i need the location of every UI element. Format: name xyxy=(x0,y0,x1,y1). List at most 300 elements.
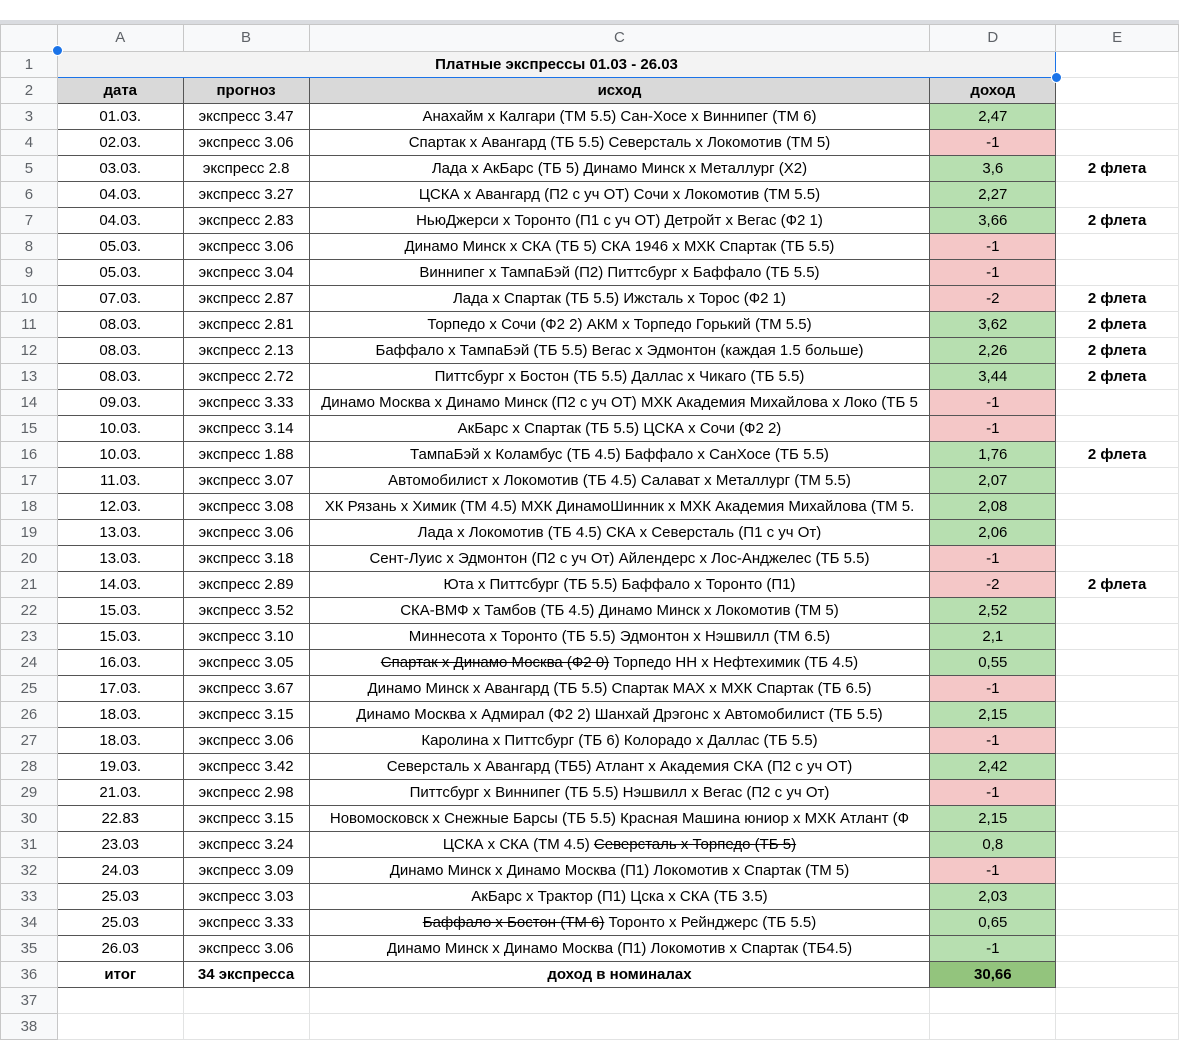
cell-income[interactable]: 2,08 xyxy=(930,494,1056,520)
totals-row xyxy=(1,962,1179,988)
cell-empty[interactable] xyxy=(930,988,1056,1014)
cell-date[interactable]: 19.03. xyxy=(57,754,183,780)
cell-date[interactable]: 23.03 xyxy=(57,832,183,858)
cell-note[interactable]: 2 флета xyxy=(1056,364,1179,390)
cell-income[interactable]: -1 xyxy=(930,260,1056,286)
cell-forecast[interactable]: экспресс 3.42 xyxy=(183,754,309,780)
outcome-segment: ХК Рязань х Химик (ТМ 4.5) МХК ДинамоШинник х МХК Академия Михайлова (ТМ 5. xyxy=(324,498,915,515)
selection-handle-top-left[interactable] xyxy=(52,45,63,56)
column-header-c[interactable]: C xyxy=(309,25,930,52)
outcome-text xyxy=(310,832,930,857)
row-header[interactable]: 13 xyxy=(1,364,58,390)
cell-income[interactable]: 2,07 xyxy=(930,468,1056,494)
cell-outcome[interactable] xyxy=(309,338,930,364)
cell-outcome[interactable] xyxy=(309,910,930,936)
row-header[interactable]: 30 xyxy=(1,806,58,832)
cell-outcome[interactable] xyxy=(309,754,930,780)
cell-forecast[interactable]: экспресс 3.09 xyxy=(183,858,309,884)
row-header[interactable]: 6 xyxy=(1,182,58,208)
cell-empty[interactable] xyxy=(183,988,309,1014)
cell-income[interactable]: -2 xyxy=(930,286,1056,312)
cell-forecast[interactable]: экспресс 3.06 xyxy=(183,130,309,156)
cell-note[interactable] xyxy=(1056,468,1179,494)
table-row xyxy=(1,624,1179,650)
cell-income[interactable]: 0,65 xyxy=(930,910,1056,936)
outcome-segment: Баффало х ТампаБэй (ТБ 5.5) Вегас х Эдмонтон (каждая 1.5 больше) xyxy=(375,342,864,359)
cell-note[interactable] xyxy=(1056,182,1179,208)
cell-date[interactable]: 08.03. xyxy=(57,364,183,390)
cell-forecast[interactable]: экспресс 3.06 xyxy=(183,728,309,754)
header-outcome[interactable]: исход xyxy=(309,78,930,104)
outcome-text xyxy=(310,364,930,389)
table-row xyxy=(1,364,1179,390)
cell-income[interactable]: -1 xyxy=(930,390,1056,416)
cell-income[interactable]: -1 xyxy=(930,728,1056,754)
cell-date[interactable]: 21.03. xyxy=(57,780,183,806)
cell-date[interactable]: 04.03. xyxy=(57,182,183,208)
cell-forecast[interactable]: экспресс 3.33 xyxy=(183,910,309,936)
cell-note[interactable]: 2 флета xyxy=(1056,338,1179,364)
table-row xyxy=(1,520,1179,546)
row-header[interactable]: 22 xyxy=(1,598,58,624)
cell-note[interactable] xyxy=(1056,676,1179,702)
row-header[interactable]: 8 xyxy=(1,234,58,260)
row-header[interactable]: 28 xyxy=(1,754,58,780)
row-header[interactable]: 35 xyxy=(1,936,58,962)
cell-note[interactable] xyxy=(1056,858,1179,884)
cell-forecast[interactable]: экспресс 3.18 xyxy=(183,546,309,572)
table-row xyxy=(1,936,1179,962)
cell-note[interactable] xyxy=(1056,546,1179,572)
cell-outcome[interactable] xyxy=(309,234,930,260)
cell-forecast[interactable]: экспресс 3.05 xyxy=(183,650,309,676)
outcome-segment: Каролина х Питтсбург (ТБ 6) Колорадо х Даллас (ТБ 5.5) xyxy=(421,732,818,749)
cell-forecast[interactable]: экспресс 2.89 xyxy=(183,572,309,598)
cell-forecast[interactable]: экспресс 3.27 xyxy=(183,182,309,208)
table-row xyxy=(1,546,1179,572)
row-header[interactable]: 7 xyxy=(1,208,58,234)
cell-outcome[interactable] xyxy=(309,598,930,624)
cell-forecast[interactable]: экспресс 2.8 xyxy=(183,156,309,182)
cell-date[interactable]: 26.03 xyxy=(57,936,183,962)
cell-date[interactable]: 12.03. xyxy=(57,494,183,520)
cell-outcome[interactable] xyxy=(309,286,930,312)
row-header[interactable]: 36 xyxy=(1,962,58,988)
row-header[interactable]: 1 xyxy=(1,52,58,78)
row-header[interactable]: 5 xyxy=(1,156,58,182)
cell-outcome[interactable] xyxy=(309,572,930,598)
cell-forecast[interactable]: экспресс 3.04 xyxy=(183,260,309,286)
cell-forecast[interactable]: экспресс 2.83 xyxy=(183,208,309,234)
cell-outcome[interactable] xyxy=(309,364,930,390)
cell-income[interactable]: 0,55 xyxy=(930,650,1056,676)
outcome-text xyxy=(310,234,930,259)
cell-note[interactable] xyxy=(1056,884,1179,910)
total-count-cell[interactable]: 34 экспресса xyxy=(183,962,309,988)
cell-note[interactable]: 2 флета xyxy=(1056,572,1179,598)
row-header[interactable]: 23 xyxy=(1,624,58,650)
cell-outcome[interactable] xyxy=(309,104,930,130)
outcome-segment: Динамо Москва х Адмирал (Ф2 2) Шанхай Дрэгонс х Автомобилист (ТБ 5.5) xyxy=(356,706,883,723)
cell-date[interactable]: 05.03. xyxy=(57,260,183,286)
row-header[interactable]: 11 xyxy=(1,312,58,338)
cell-date[interactable]: 10.03. xyxy=(57,416,183,442)
cell-forecast[interactable]: экспресс 2.87 xyxy=(183,286,309,312)
cell-date[interactable]: 18.03. xyxy=(57,702,183,728)
cell-forecast[interactable]: экспресс 3.06 xyxy=(183,234,309,260)
cell-date[interactable]: 15.03. xyxy=(57,598,183,624)
cell-note[interactable] xyxy=(1056,130,1179,156)
cell-note[interactable]: 2 флета xyxy=(1056,312,1179,338)
row-header[interactable]: 16 xyxy=(1,442,58,468)
cell-outcome[interactable] xyxy=(309,858,930,884)
outcome-segment: Новомосковск х Снежные Барсы (ТБ 5.5) Красная Машина юниор х МХК Атлант (Ф xyxy=(329,810,910,827)
row-header[interactable]: 15 xyxy=(1,416,58,442)
row-header[interactable]: 20 xyxy=(1,546,58,572)
cell-income[interactable]: 2,42 xyxy=(930,754,1056,780)
outcome-text xyxy=(310,546,930,571)
outcome-text xyxy=(310,442,930,467)
cell-income[interactable]: 2,15 xyxy=(930,806,1056,832)
cell-forecast[interactable]: экспресс 3.07 xyxy=(183,468,309,494)
row-header[interactable]: 3 xyxy=(1,104,58,130)
cell-empty[interactable] xyxy=(57,1014,183,1040)
cell-outcome[interactable] xyxy=(309,806,930,832)
cell-date[interactable]: 17.03. xyxy=(57,676,183,702)
table-row xyxy=(1,494,1179,520)
row-header[interactable]: 18 xyxy=(1,494,58,520)
cell-date[interactable]: 01.03. xyxy=(57,104,183,130)
cell-forecast[interactable]: экспресс 2.81 xyxy=(183,312,309,338)
outcome-segment: СКА-ВМФ х Тамбов (ТБ 4.5) Динамо Минск х Локомотив (ТМ 5) xyxy=(400,602,839,619)
row-header[interactable]: 24 xyxy=(1,650,58,676)
outcome-segment: Сент-Луис х Эдмонтон (П2 с уч От) Айлендерс х Лос-Анджелес (ТБ 5.5) xyxy=(369,550,870,567)
outcome-segment: Северсталь х Авангард (ТБ5) Атлант х Академия СКА (П2 с уч ОТ) xyxy=(386,758,853,775)
row-header[interactable]: 4 xyxy=(1,130,58,156)
cell-forecast[interactable]: экспресс 3.06 xyxy=(183,520,309,546)
cell-empty[interactable] xyxy=(183,1014,309,1040)
cell-date[interactable]: 03.03. xyxy=(57,156,183,182)
cell-outcome[interactable] xyxy=(309,390,930,416)
cell-date[interactable]: 09.03. xyxy=(57,390,183,416)
header-forecast[interactable]: прогноз xyxy=(183,78,309,104)
column-header-a[interactable]: A xyxy=(57,25,183,52)
outcome-segment: Юта х Питтсбург (ТБ 5.5) Баффало х Торонто (П1) xyxy=(443,576,796,593)
cell-note[interactable] xyxy=(1056,234,1179,260)
cell-date[interactable]: 18.03. xyxy=(57,728,183,754)
cell-forecast[interactable]: экспресс 3.33 xyxy=(183,390,309,416)
row-header[interactable]: 29 xyxy=(1,780,58,806)
outcome-segment: Динамо Минск х Авангард (ТБ 5.5) Спартак МАХ х МХК Спартак (ТБ 6.5) xyxy=(367,680,872,697)
cell-date[interactable]: 13.03. xyxy=(57,546,183,572)
outcome-segment: Торпедо х Сочи (Ф2 2) АКМ х Торпедо Горький (ТМ 5.5) xyxy=(427,316,812,333)
cell-date[interactable]: 05.03. xyxy=(57,234,183,260)
cell-outcome[interactable] xyxy=(309,312,930,338)
total-income-cell[interactable]: 30,66 xyxy=(930,962,1056,988)
column-header-b[interactable]: B xyxy=(183,25,309,52)
cell-empty[interactable] xyxy=(1056,988,1179,1014)
cell-note[interactable] xyxy=(1056,494,1179,520)
cell-income[interactable]: 1,76 xyxy=(930,442,1056,468)
cell-forecast[interactable]: экспресс 3.08 xyxy=(183,494,309,520)
outcome-text xyxy=(310,104,930,129)
outcome-text xyxy=(310,572,930,597)
row-header[interactable]: 19 xyxy=(1,520,58,546)
cell-date[interactable]: 02.03. xyxy=(57,130,183,156)
table-row xyxy=(1,260,1179,286)
outcome-text xyxy=(310,624,930,649)
spreadsheet-grid xyxy=(0,24,1179,1040)
outcome-text xyxy=(310,130,930,155)
cell-note[interactable] xyxy=(1056,728,1179,754)
cell-outcome[interactable] xyxy=(309,442,930,468)
row-header[interactable]: 9 xyxy=(1,260,58,286)
cell-outcome[interactable] xyxy=(309,468,930,494)
cell-date[interactable]: 10.03. xyxy=(57,442,183,468)
outcome-segment: Анахайм х Калгари (ТМ 5.5) Сан-Хосе х Виннипег (ТМ 6) xyxy=(422,108,817,125)
cell-note[interactable] xyxy=(1056,650,1179,676)
table-row xyxy=(1,806,1179,832)
row-header[interactable]: 31 xyxy=(1,832,58,858)
row-header[interactable]: 32 xyxy=(1,858,58,884)
cell-income[interactable]: 3,62 xyxy=(930,312,1056,338)
cell-date[interactable]: 08.03. xyxy=(57,338,183,364)
cell-income[interactable]: 2,15 xyxy=(930,702,1056,728)
outcome-text xyxy=(310,650,930,675)
outcome-text xyxy=(310,416,930,441)
cell-outcome[interactable] xyxy=(309,832,930,858)
table-row xyxy=(1,676,1179,702)
cell-empty[interactable] xyxy=(1056,52,1179,78)
cell-note[interactable]: 2 флета xyxy=(1056,156,1179,182)
outcome-segment: Динамо Минск х СКА (ТБ 5) СКА 1946 х МХК Спартак (ТБ 5.5) xyxy=(404,238,835,255)
cell-income[interactable]: -1 xyxy=(930,858,1056,884)
cell-outcome[interactable] xyxy=(309,546,930,572)
cell-forecast[interactable]: экспресс 2.72 xyxy=(183,364,309,390)
cell-forecast[interactable]: экспресс 3.15 xyxy=(183,702,309,728)
cell-date[interactable]: 13.03. xyxy=(57,520,183,546)
cell-empty[interactable] xyxy=(309,988,930,1014)
cell-date[interactable]: 24.03 xyxy=(57,858,183,884)
cell-note[interactable]: 2 флета xyxy=(1056,286,1179,312)
outcome-struck-segment: Баффало х Бостон (ТМ 6) xyxy=(422,914,605,931)
row-header[interactable]: 21 xyxy=(1,572,58,598)
cell-forecast[interactable]: экспресс 3.47 xyxy=(183,104,309,130)
cell-forecast[interactable]: экспресс 2.98 xyxy=(183,780,309,806)
table-row xyxy=(1,884,1179,910)
outcome-text xyxy=(310,598,930,623)
cell-date[interactable]: 16.03. xyxy=(57,650,183,676)
outcome-text xyxy=(310,884,930,909)
outcome-segment: Автомобилист х Локомотив (ТБ 4.5) Салават х Металлург (ТМ 5.5) xyxy=(388,472,851,489)
cell-income[interactable]: 2,47 xyxy=(930,104,1056,130)
outcome-segment: Лада х Спартак (ТБ 5.5) Ижсталь х Торос (Ф2 1) xyxy=(452,290,787,307)
cell-empty[interactable] xyxy=(930,1014,1056,1040)
cell-note[interactable]: 2 флета xyxy=(1056,442,1179,468)
cell-date[interactable]: 04.03. xyxy=(57,208,183,234)
cell-note[interactable] xyxy=(1056,520,1179,546)
outcome-segment: Спартак х Авангард (ТБ 5.5) Северсталь х Локомотив (ТМ 5) xyxy=(408,134,831,151)
cell-note[interactable] xyxy=(1056,390,1179,416)
cell-date[interactable]: 11.03. xyxy=(57,468,183,494)
cell-income[interactable]: 2,06 xyxy=(930,520,1056,546)
cell-note[interactable] xyxy=(1056,806,1179,832)
header-income[interactable]: доход xyxy=(930,78,1056,104)
outcome-text xyxy=(310,338,930,363)
cell-empty[interactable] xyxy=(1056,1014,1179,1040)
table-row xyxy=(1,650,1179,676)
cell-empty[interactable] xyxy=(57,988,183,1014)
cell-forecast[interactable]: экспресс 2.13 xyxy=(183,338,309,364)
cell-date[interactable]: 22.83 xyxy=(57,806,183,832)
outcome-struck-segment: Спартак х Динамо Москва (Ф2 0) xyxy=(380,654,610,671)
table-row xyxy=(1,234,1179,260)
outcome-segment: Питтсбург х Бостон (ТБ 5.5) Даллас х Чикаго (ТБ 5.5) xyxy=(434,368,805,385)
outcome-text xyxy=(310,910,930,935)
cell-note[interactable] xyxy=(1056,910,1179,936)
column-header-e[interactable]: E xyxy=(1056,25,1179,52)
outcome-text xyxy=(310,520,930,545)
cell-outcome[interactable] xyxy=(309,624,930,650)
cell-forecast[interactable]: экспресс 3.15 xyxy=(183,806,309,832)
cell-note[interactable] xyxy=(1056,624,1179,650)
sheet-title-cell[interactable]: Платные экспрессы 01.03 - 26.03 xyxy=(57,52,1055,78)
cell-income[interactable]: -1 xyxy=(930,676,1056,702)
outcome-segment: Динамо Москва х Динамо Минск (П2 с уч ОТ) МХК Академия Михайлова х Локо (ТБ 5 xyxy=(321,394,918,411)
cell-date[interactable]: 08.03. xyxy=(57,312,183,338)
cell-date[interactable]: 14.03. xyxy=(57,572,183,598)
cell-outcome[interactable] xyxy=(309,936,930,962)
sheet-table xyxy=(0,24,1179,1040)
cell-empty[interactable] xyxy=(1056,962,1179,988)
outcome-text xyxy=(310,676,930,701)
cell-forecast[interactable]: экспресс 1.88 xyxy=(183,442,309,468)
cell-income[interactable]: -1 xyxy=(930,936,1056,962)
cell-outcome[interactable] xyxy=(309,260,930,286)
row-header[interactable]: 2 xyxy=(1,78,58,104)
cell-income[interactable]: 0,8 xyxy=(930,832,1056,858)
cell-note[interactable] xyxy=(1056,104,1179,130)
table-row xyxy=(1,572,1179,598)
cell-income[interactable]: 2,26 xyxy=(930,338,1056,364)
selection-handle-bottom-right[interactable] xyxy=(1051,72,1062,83)
outcome-segment: АкБарс х Спартак (ТБ 5.5) ЦСКА х Сочи (Ф2 2) xyxy=(457,420,782,437)
cell-income[interactable]: 3,66 xyxy=(930,208,1056,234)
cell-note[interactable]: 2 флета xyxy=(1056,208,1179,234)
cell-income[interactable]: -2 xyxy=(930,572,1056,598)
column-header-d[interactable]: D xyxy=(930,25,1056,52)
cell-date[interactable]: 25.03 xyxy=(57,910,183,936)
cell-income[interactable]: -1 xyxy=(930,416,1056,442)
cell-income[interactable]: 2,27 xyxy=(930,182,1056,208)
cell-note[interactable] xyxy=(1056,702,1179,728)
total-income-label-cell[interactable]: доход в номиналах xyxy=(309,962,930,988)
total-label-cell[interactable]: итог xyxy=(57,962,183,988)
cell-outcome[interactable] xyxy=(309,780,930,806)
outcome-text xyxy=(310,182,930,207)
cell-date[interactable]: 15.03. xyxy=(57,624,183,650)
row-header[interactable]: 12 xyxy=(1,338,58,364)
row-header[interactable]: 25 xyxy=(1,676,58,702)
cell-note[interactable] xyxy=(1056,780,1179,806)
cell-note[interactable] xyxy=(1056,598,1179,624)
table-row xyxy=(1,104,1179,130)
cell-outcome[interactable] xyxy=(309,884,930,910)
cell-note[interactable] xyxy=(1056,936,1179,962)
cell-income[interactable]: -1 xyxy=(930,546,1056,572)
table-row xyxy=(1,728,1179,754)
cell-forecast[interactable]: экспресс 3.14 xyxy=(183,416,309,442)
cell-income[interactable]: -1 xyxy=(930,130,1056,156)
row-header[interactable]: 37 xyxy=(1,988,58,1014)
cell-note[interactable] xyxy=(1056,832,1179,858)
table-row xyxy=(1,208,1179,234)
cell-outcome[interactable] xyxy=(309,208,930,234)
header-date[interactable]: дата xyxy=(57,78,183,104)
cell-outcome[interactable] xyxy=(309,156,930,182)
cell-forecast[interactable]: экспресс 3.24 xyxy=(183,832,309,858)
cell-forecast[interactable]: экспресс 3.10 xyxy=(183,624,309,650)
outcome-text xyxy=(310,494,930,519)
cell-income[interactable]: 2,52 xyxy=(930,598,1056,624)
cell-empty[interactable] xyxy=(309,1014,930,1040)
cell-note[interactable] xyxy=(1056,754,1179,780)
cell-forecast[interactable]: экспресс 3.67 xyxy=(183,676,309,702)
row-header[interactable]: 10 xyxy=(1,286,58,312)
cell-outcome[interactable] xyxy=(309,520,930,546)
table-row xyxy=(1,390,1179,416)
row-header[interactable]: 27 xyxy=(1,728,58,754)
table-row xyxy=(1,182,1179,208)
row-header[interactable]: 38 xyxy=(1,1014,58,1040)
outcome-text xyxy=(310,208,930,233)
cell-outcome[interactable] xyxy=(309,182,930,208)
cell-income[interactable]: 2,1 xyxy=(930,624,1056,650)
outcome-text xyxy=(310,156,930,181)
cell-empty[interactable] xyxy=(1056,78,1179,104)
title-row xyxy=(1,52,1179,78)
cell-forecast[interactable]: экспресс 3.52 xyxy=(183,598,309,624)
cell-outcome[interactable] xyxy=(309,130,930,156)
cell-income[interactable]: -1 xyxy=(930,234,1056,260)
cell-outcome[interactable] xyxy=(309,650,930,676)
cell-forecast[interactable]: экспресс 3.06 xyxy=(183,936,309,962)
cell-outcome[interactable] xyxy=(309,676,930,702)
cell-income[interactable]: 3,44 xyxy=(930,364,1056,390)
row-header[interactable]: 33 xyxy=(1,884,58,910)
cell-date[interactable]: 07.03. xyxy=(57,286,183,312)
cell-date[interactable]: 25.03 xyxy=(57,884,183,910)
cell-outcome[interactable] xyxy=(309,728,930,754)
cell-income[interactable]: -1 xyxy=(930,780,1056,806)
cell-outcome[interactable] xyxy=(309,702,930,728)
cell-outcome[interactable] xyxy=(309,416,930,442)
cell-forecast[interactable]: экспресс 3.03 xyxy=(183,884,309,910)
cell-note[interactable] xyxy=(1056,260,1179,286)
cell-note[interactable] xyxy=(1056,416,1179,442)
cell-income[interactable]: 2,03 xyxy=(930,884,1056,910)
cell-income[interactable]: 3,6 xyxy=(930,156,1056,182)
row-header[interactable]: 34 xyxy=(1,910,58,936)
cell-outcome[interactable] xyxy=(309,494,930,520)
row-header[interactable]: 26 xyxy=(1,702,58,728)
row-header[interactable]: 14 xyxy=(1,390,58,416)
select-all-corner[interactable] xyxy=(1,25,58,52)
outcome-segment: Миннесота х Торонто (ТБ 5.5) Эдмонтон х Нэшвилл (ТМ 6.5) xyxy=(408,628,831,645)
table-row xyxy=(1,442,1179,468)
outcome-text xyxy=(310,858,930,883)
row-header[interactable]: 17 xyxy=(1,468,58,494)
